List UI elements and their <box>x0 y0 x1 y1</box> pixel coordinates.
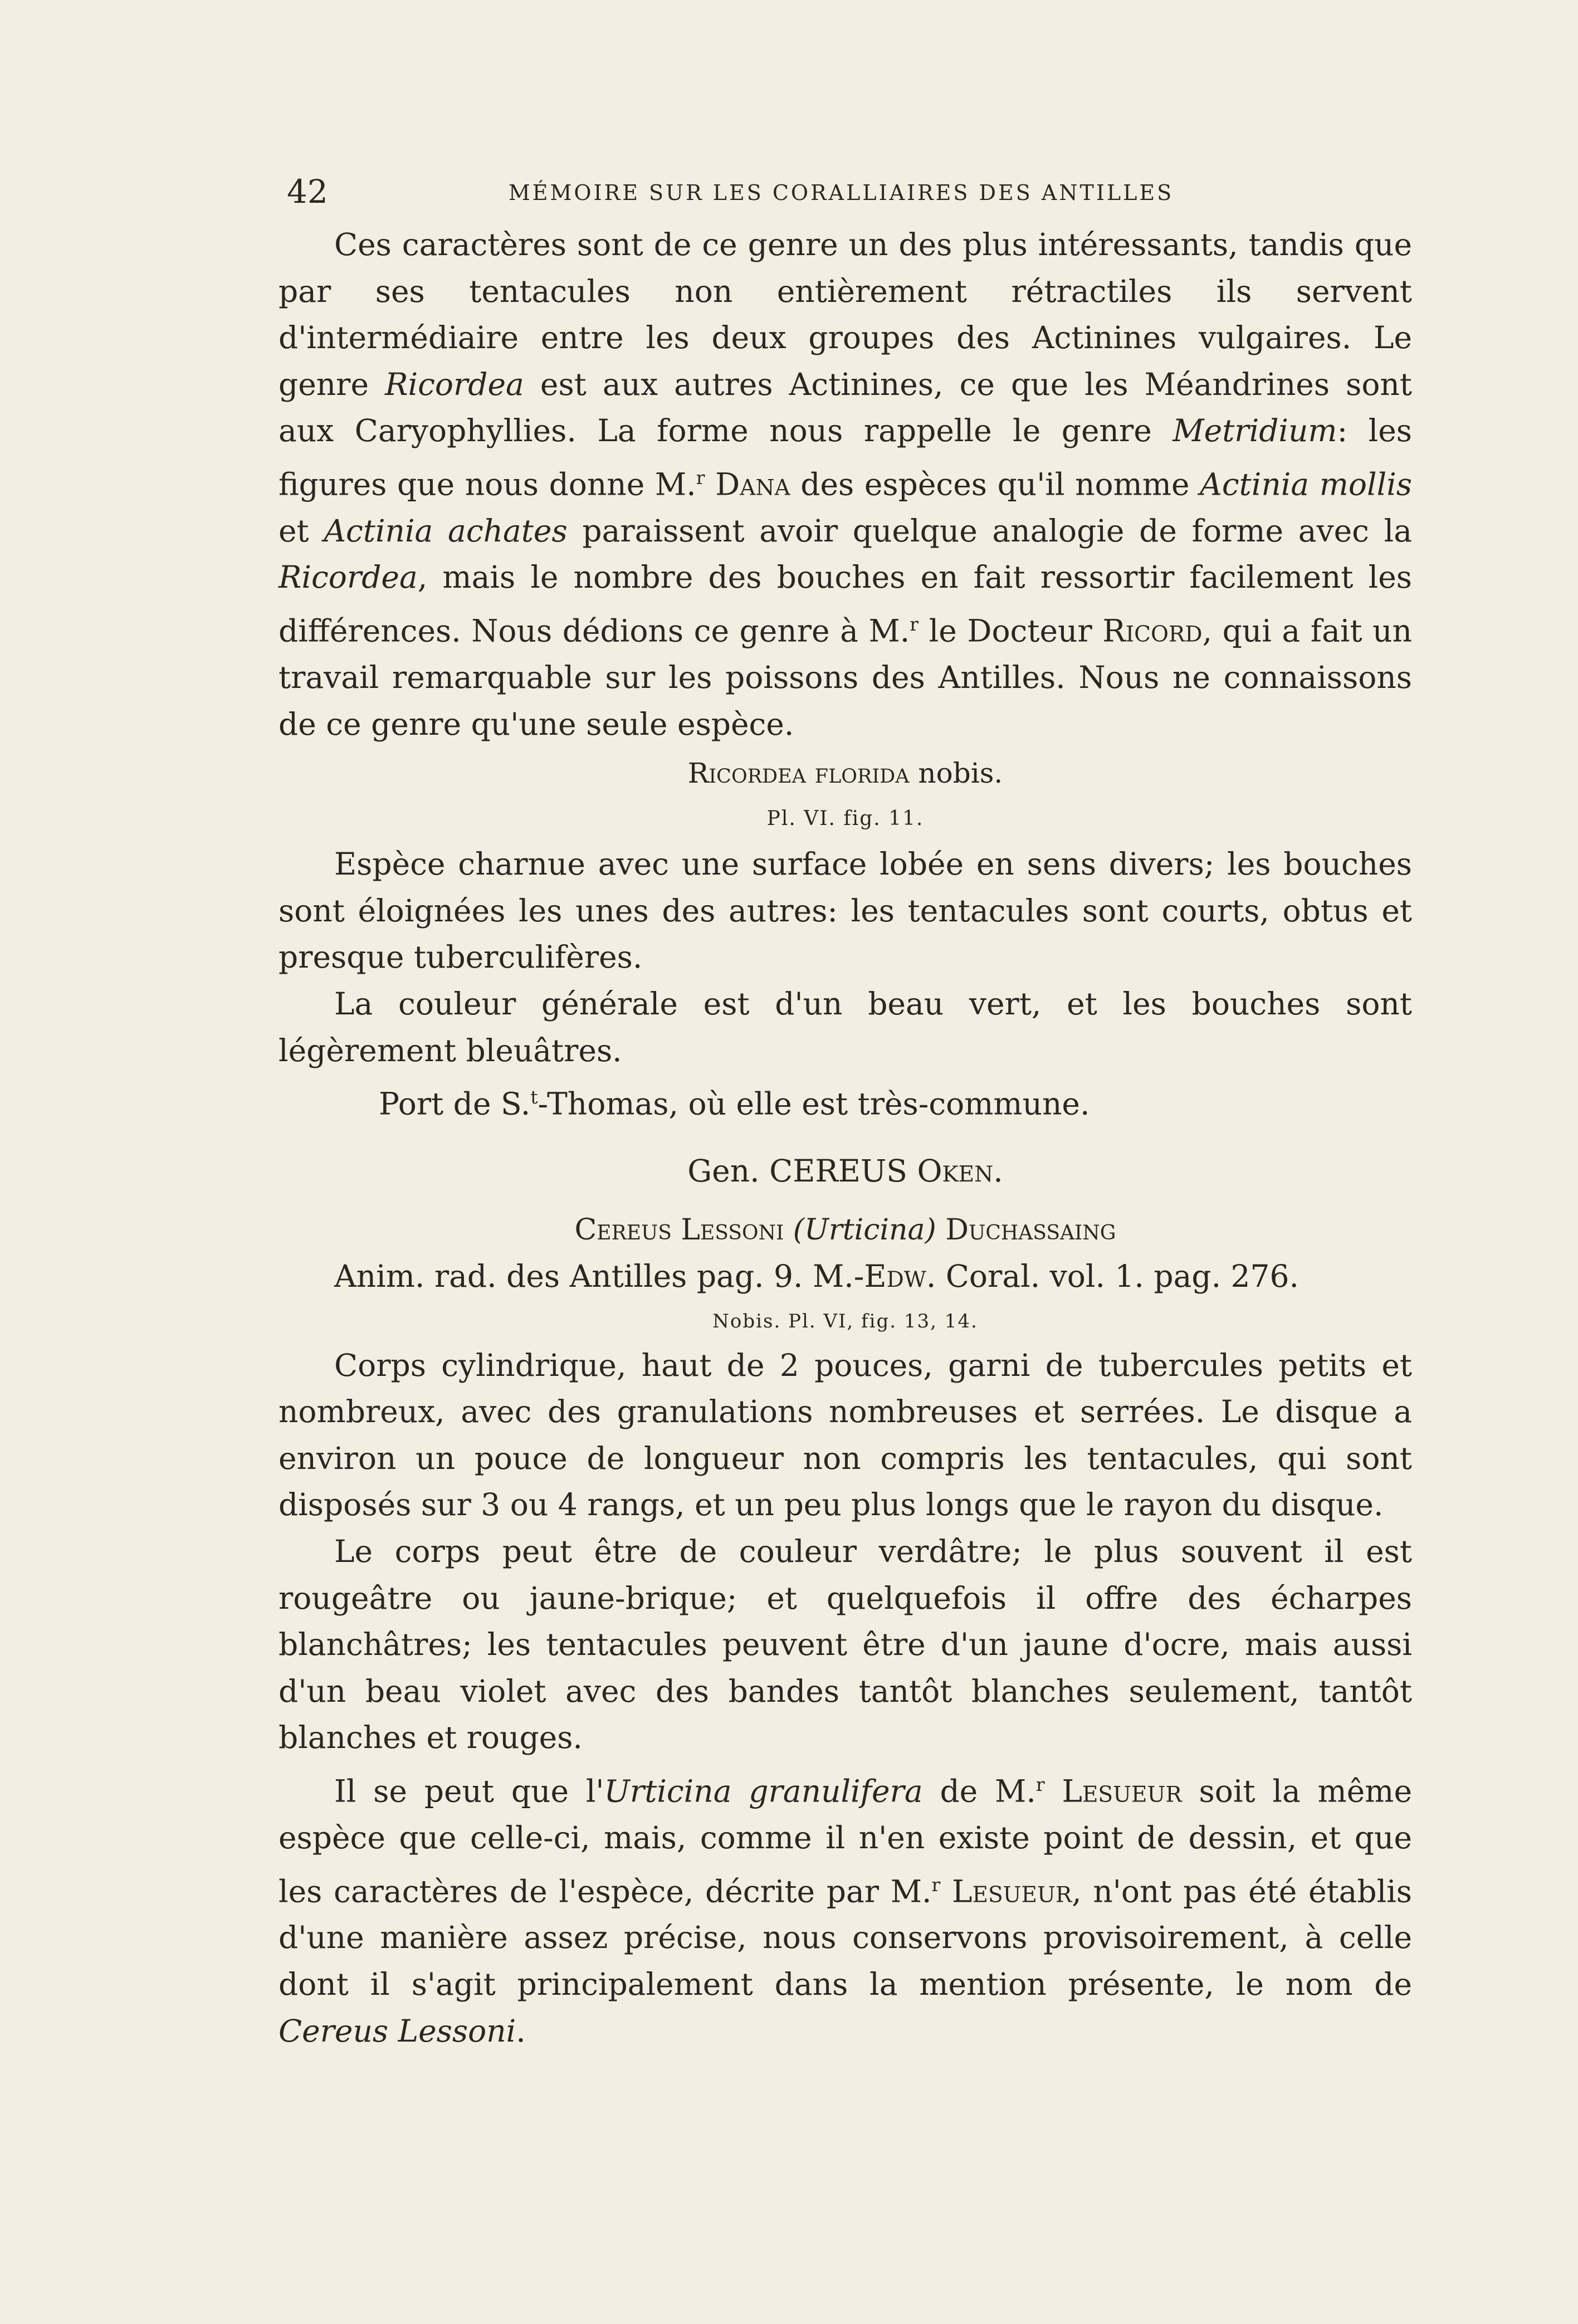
text-run: Anim. rad. des Antilles pag. 9. M.- <box>334 1258 864 1295</box>
text-run: : les figures que nous donne M. <box>279 413 1412 502</box>
remark-paragraph <box>279 1761 1412 2054</box>
species-author: nobis. <box>909 757 1003 790</box>
text-run: , mais le nombre des bouches en fait ressortir facilement les différences. Nous dédions ce genre à M. <box>279 559 1412 649</box>
text-run: -Thomas, où elle est très-commune. <box>538 1086 1090 1122</box>
author-name: Edw. <box>864 1258 936 1295</box>
genus-author: Oken. <box>917 1153 1003 1189</box>
author-name: Dana <box>715 466 790 502</box>
species-name: Cereus Lessoni <box>574 1213 784 1247</box>
author-name: Lesueur <box>1062 1773 1182 1809</box>
synonym-italic: (Urticina) <box>784 1213 946 1247</box>
page-body <box>279 222 1412 2054</box>
species-name-italic: Cereus Lessoni <box>279 2013 516 2049</box>
species-heading-ricordea <box>279 750 1412 797</box>
bibliographic-reference <box>279 1253 1412 1300</box>
text-run: Coral. vol. 1. pag. 276. <box>936 1258 1299 1295</box>
text-run: , qui a fait un travail remarquable sur les poissons des Antilles. Nous ne connaissons de ce genre qu'une seule espèce. <box>279 613 1412 742</box>
species-name: Ricordea florida <box>687 757 910 790</box>
genus-heading <box>279 1144 1412 1198</box>
superscript: r <box>931 1873 941 1896</box>
species-author: Duchassaing <box>945 1213 1116 1247</box>
text-run: soit la même espèce que celle-ci, mais, comme il n'en existe point de dessin, et que les caractères de l'espèce, décrite par M. <box>279 1773 1412 1909</box>
species-name-italic: Urticina granulifera <box>604 1773 923 1809</box>
genus-title: Gen. CEREUS <box>687 1153 917 1189</box>
color-paragraph: La couleur générale est d'un beau vert, et les bouches sont légèrement bleuâtres. <box>279 985 1412 1068</box>
superscript: t <box>530 1086 538 1109</box>
text-run: est aux autres Actinines, ce que les Méandrines sont aux Caryophyllies. La forme nous rappelle le genre <box>279 366 1412 449</box>
text-run: et <box>279 512 324 549</box>
locality-line <box>279 1074 1412 1127</box>
color-paragraph: Le corps peut être de couleur verdâtre; le plus souvent il est rougeâtre ou jaune-brique; et quelquefois il offre des écharpes blanchâtres; les tentacules peuvent être d'un jaune d'ocre, mais aussi d'un beau violet avec des bandes tantôt blanches seulement, tantôt blanches et rouges. <box>279 1534 1412 1756</box>
description-paragraph: Corps cylindrique, haut de 2 pouces, garni de tubercules petits et nombreux, avec des granulations nombreuses et serrées. Le disque a environ un pouce de longueur non compris les tentacules, qui sont disposés sur 3 ou 4 rangs, et un peu plus longs que le rayon du disque. <box>279 1347 1412 1523</box>
description-paragraph: Espèce charnue avec une surface lobée en sens divers; les bouches sont éloignées les unes des autres: les tentacules sont courts, obtus et presque tuberculifères. <box>279 846 1412 975</box>
genus-name-italic: Ricordea <box>385 366 524 402</box>
running-title: MÉMOIRE SUR LES CORALLIAIRES DES ANTILLES <box>508 180 1174 205</box>
author-name: Lesueur <box>951 1873 1072 1909</box>
page-number: 42 <box>287 173 328 211</box>
text-run: des espèces qu'il nomme <box>790 466 1200 502</box>
plate-reference: Pl. VI. fig. 11. <box>766 807 924 831</box>
superscript: r <box>696 466 705 489</box>
species-name-italic: Actinia achates <box>324 512 568 549</box>
text-run: Ces caractères sont de ce genre un des plus intéressants, tandis que par ses tentacules non entièrement rétractiles ils servent d'intermédiaire entre les deux groupes des Actinines vulgaires. Le genre <box>279 227 1412 402</box>
text-run: , n'ont pas été établis d'une manière assez précise, nous conservons provisoirement, à celle dont il s'agit principalement dans la mention présente, le nom de <box>279 1873 1412 2003</box>
page-header <box>287 173 1395 217</box>
author-name: Ricord <box>1102 613 1203 649</box>
text-run: paraissent avoir quelque analogie de forme avec la <box>567 512 1412 549</box>
species-name-italic: Actinia mollis <box>1200 466 1413 502</box>
genus-name-italic: Metridium <box>1172 413 1337 449</box>
superscript: r <box>910 613 919 636</box>
text-run: de M. <box>922 1773 1036 1809</box>
plate-reference: Nobis. Pl. VI, fig. 13, 14. <box>712 1310 978 1332</box>
species-heading-cereus <box>279 1207 1412 1253</box>
text-run: Il se peut que l' <box>334 1773 604 1809</box>
text-run: le Docteur <box>919 613 1103 649</box>
intro-paragraph <box>279 222 1412 748</box>
genus-name-italic: Ricordea <box>279 559 418 595</box>
text-run: . <box>516 2013 526 2049</box>
superscript: r <box>1035 1774 1045 1796</box>
text-run: Port de S. <box>379 1086 531 1122</box>
